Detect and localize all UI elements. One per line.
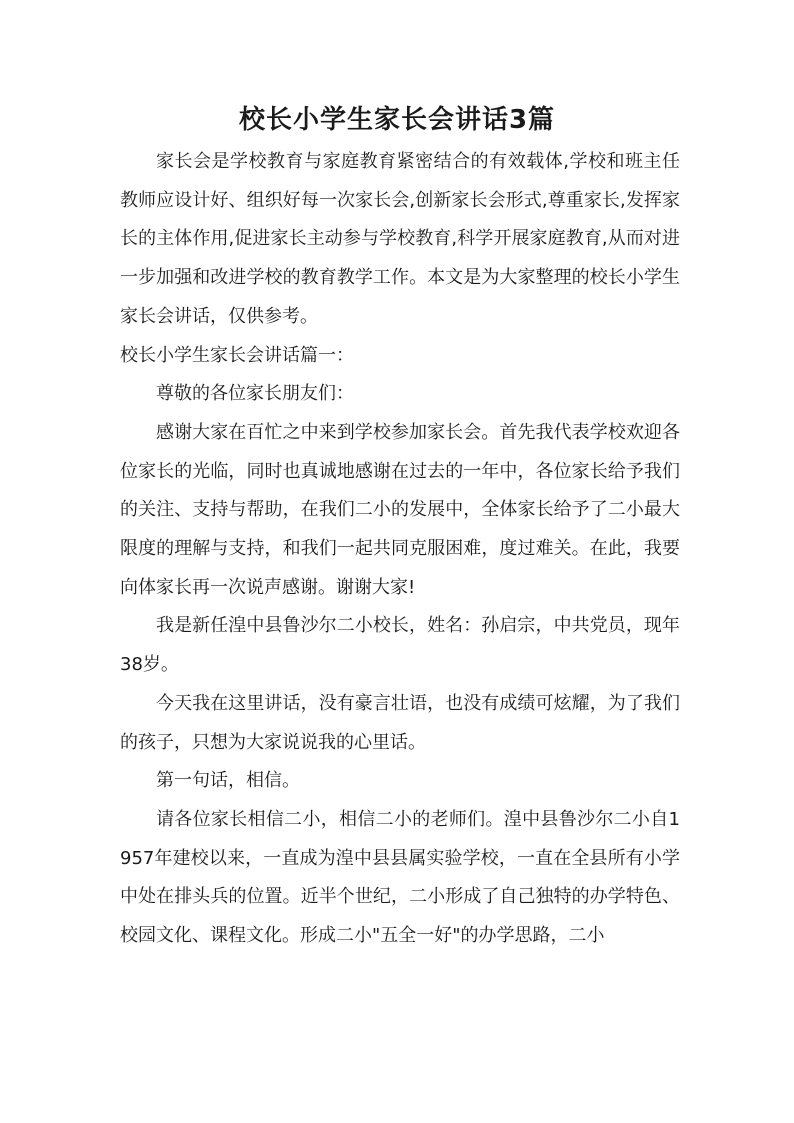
body-paragraph: 今天我在这里讲话，没有豪言壮语，也没有成绩可炫耀，为了我们的孩子，只想为大家说说我的心里话。 — [120, 692, 680, 753]
salutation: 尊敬的各位家长朋友们： — [156, 383, 354, 405]
document-title: 校长小学生家长会讲话3篇 — [238, 105, 556, 135]
body-paragraph: 请各位家长相信二小，相信二小的老师们。湟中县鲁沙尔二小自1957年建校以来，一直成为湟中县县属实验学校，一直在全县所有小学中处在排头兵的位置。近半个世纪，二小形成了自己独特的办学特色、校园文化、课程文化。形成二小"五全一好"的办学思路，二小 — [120, 808, 680, 947]
body-paragraph: 感谢大家在百忙之中来到学校参加家长会。首先我代表学校欢迎各位家长的光临，同时也真诚地感谢在过去的一年中，各位家长给予我们的关注、支持与帮助，在我们二小的发展中，全体家长给予了二小最大限度的理解与支持，和我们一起共同克服困难，度过难关。在此，我要向体家长再一次说声感谢。谢谢大家! — [120, 421, 680, 598]
body-paragraph: 我是新任湟中县鲁沙尔二小校长，姓名：孙启宗，中共党员，现年38岁。 — [120, 615, 680, 676]
section-heading: 校长小学生家长会讲话篇一： — [120, 344, 354, 366]
body-paragraph: 第一句话，相信。 — [156, 770, 300, 792]
document-body — [120, 143, 680, 956]
intro-paragraph: 家长会是学校教育与家庭教育紧密结合的有效载体,学校和班主任教师应设计好、组织好每一次家长会,创新家长会形式,尊重家长,发挥家长的主体作用,促进家长主动参与学校教育,科学开展家庭教育,从而对进一步加强和改进学校的教育教学工作。本文是为大家整理的校长小学生家长会讲话，仅供参考。 — [120, 151, 680, 327]
